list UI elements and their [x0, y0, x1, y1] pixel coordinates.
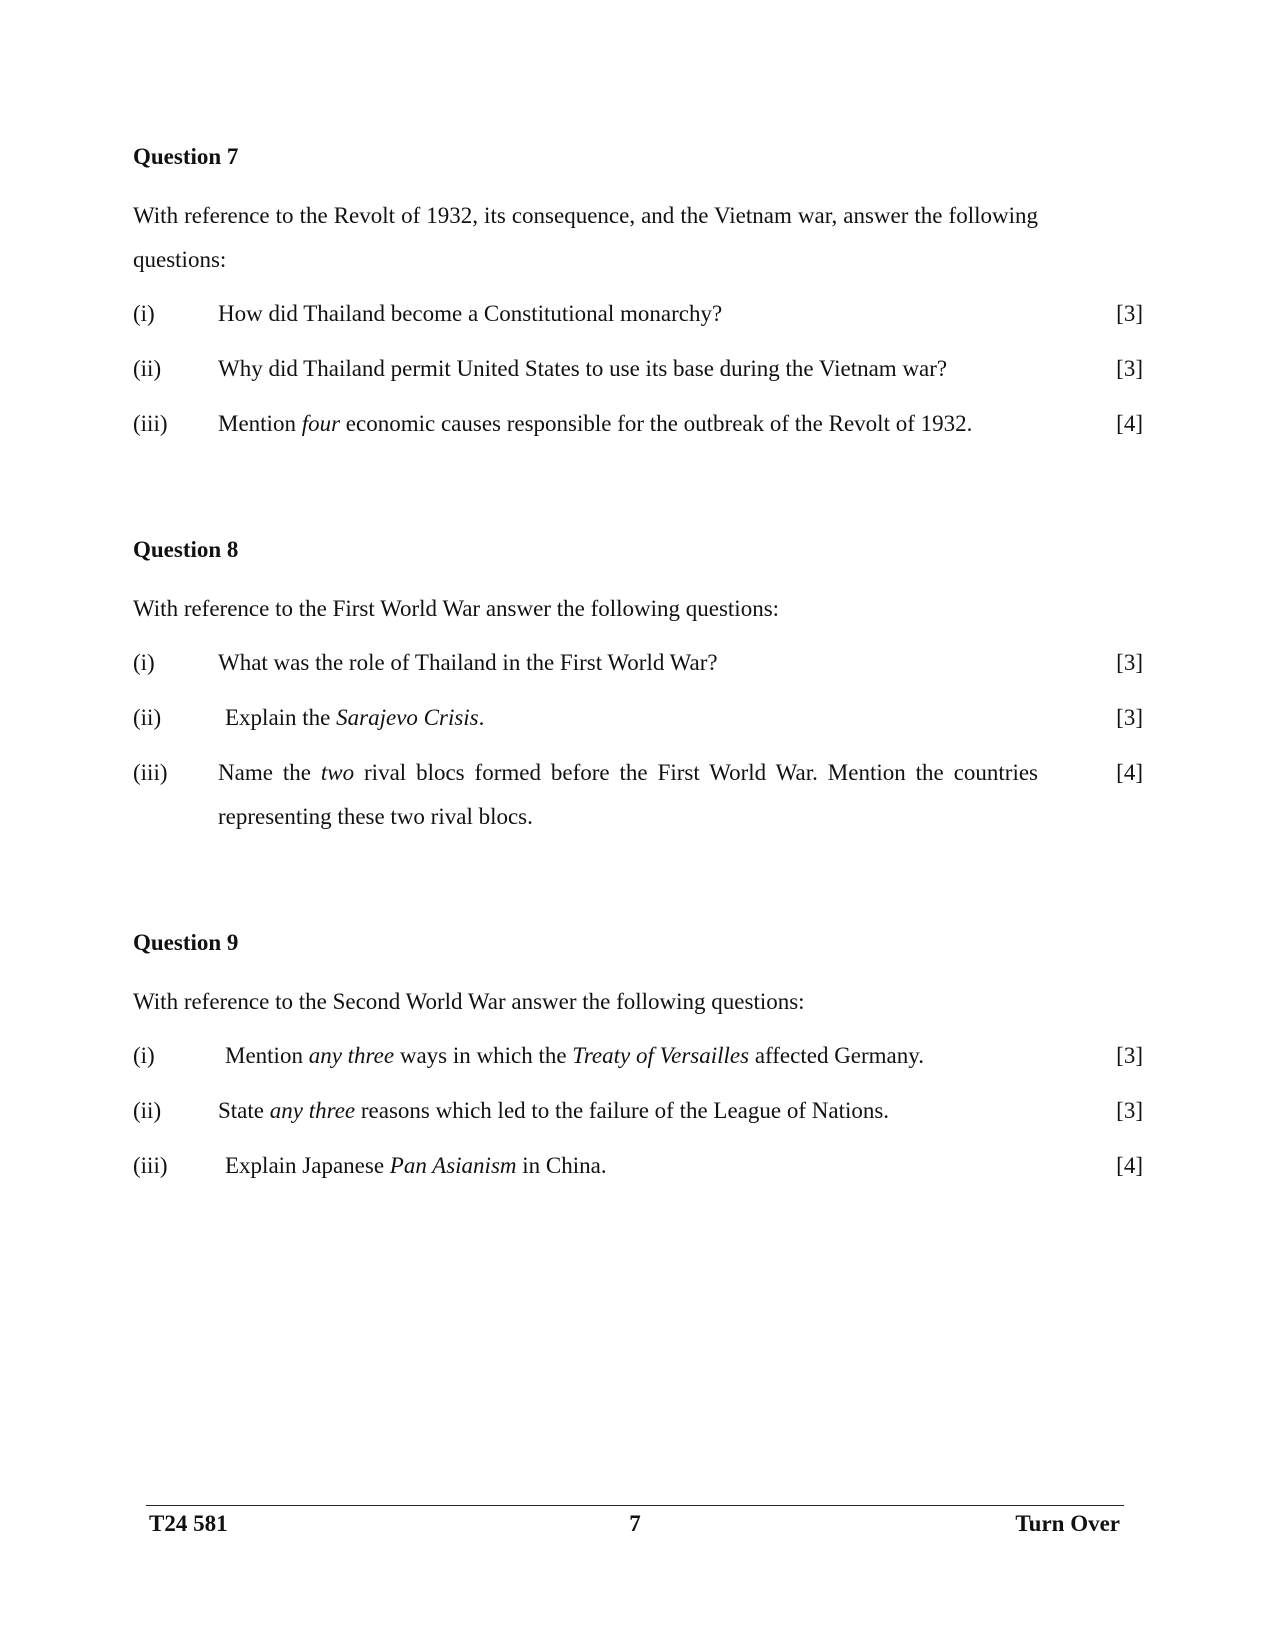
text-segment: rival blocs formed before the First World War. Mention the countries representing these two rival blocs. — [218, 760, 1038, 829]
sub-question-text — [218, 402, 1038, 446]
marks-label: [3] — [1116, 301, 1143, 326]
emphasis-text: any three — [269, 1098, 356, 1123]
text-segment: Name the — [218, 760, 321, 785]
text-segment: affected Germany. — [749, 1043, 925, 1068]
marks-label: [4] — [1116, 760, 1143, 785]
sub-question-text — [218, 1034, 1038, 1078]
text-segment: economic causes responsible for the outbreak of the Revolt of 1932. — [340, 411, 973, 436]
text-segment: Mention — [225, 1043, 309, 1068]
sub-question-text — [218, 696, 1038, 740]
sub-question-text — [218, 641, 1038, 685]
sub-question-number: (i) — [133, 650, 155, 675]
text-segment: ways in which the — [394, 1043, 573, 1068]
emphasis-text: Sarajevo Crisis — [336, 705, 479, 730]
question-title: Question 7 — [133, 144, 239, 169]
sub-question — [133, 347, 1143, 391]
text-segment: . — [478, 705, 485, 730]
text-segment: Mention — [218, 411, 302, 436]
sub-question-text — [218, 292, 1038, 336]
sub-question-number: (ii) — [133, 356, 162, 381]
sub-question — [133, 1144, 1143, 1188]
emphasis-text: any three — [308, 1043, 395, 1068]
marks-label: [4] — [1116, 1153, 1143, 1178]
sub-question-text — [218, 347, 1038, 391]
emphasis-text: Treaty of Versailles — [572, 1043, 750, 1068]
marks-label: [4] — [1116, 411, 1143, 436]
sub-question — [133, 292, 1143, 336]
question-intro: With reference to the Revolt of 1932, its consequence, and the Vietnam war, answer the following questions: — [133, 203, 1038, 272]
marks-label: [3] — [1116, 356, 1143, 381]
sub-question — [133, 402, 1143, 446]
sub-question-number: (ii) — [133, 1098, 162, 1123]
question-intro: With reference to the First World War answer the following questions: — [133, 596, 780, 621]
question-items — [133, 1034, 1143, 1188]
text-segment: State — [218, 1098, 270, 1123]
marks-label: [3] — [1116, 705, 1143, 730]
question-items — [133, 641, 1143, 839]
question-9 — [133, 928, 1143, 1199]
marks-label: [3] — [1116, 1098, 1143, 1123]
marks-label: [3] — [1116, 1043, 1143, 1068]
sub-question-number: (iii) — [133, 760, 168, 785]
question-title: Question 8 — [133, 537, 239, 562]
question-intro: With reference to the Second World War answer the following questions: — [133, 989, 805, 1014]
sub-question-number: (i) — [133, 1043, 155, 1068]
sub-question-text — [218, 1089, 1038, 1133]
text-segment: in China. — [516, 1153, 607, 1178]
question-7 — [133, 142, 1143, 457]
sub-question-text — [218, 1144, 1038, 1188]
text-segment: reasons which led to the failure of the League of Nations. — [355, 1098, 890, 1123]
sub-question-number: (i) — [133, 301, 155, 326]
sub-question-number: (iii) — [133, 411, 168, 436]
page-footer — [146, 1508, 1124, 1540]
emphasis-text: two — [320, 760, 355, 785]
paper-code: T24 581 — [149, 1511, 228, 1536]
text-segment: Why did Thailand permit United States to use its base during the Vietnam war? — [218, 356, 948, 381]
sub-question — [133, 641, 1143, 685]
question-8 — [133, 535, 1143, 850]
marks-label: [3] — [1116, 650, 1143, 675]
sub-question — [133, 696, 1143, 740]
sub-question — [133, 1034, 1143, 1078]
sub-question-text — [218, 751, 1038, 839]
question-title: Question 9 — [133, 930, 239, 955]
emphasis-text: four — [301, 411, 341, 436]
text-segment: Explain Japanese — [225, 1153, 390, 1178]
sub-question-number: (ii) — [133, 705, 162, 730]
text-segment: What was the role of Thailand in the First World War? — [218, 650, 718, 675]
footer-divider — [146, 1505, 1124, 1506]
sub-question — [133, 751, 1143, 839]
page-number: 7 — [629, 1511, 641, 1536]
emphasis-text: Pan Asianism — [389, 1153, 517, 1178]
sub-question — [133, 1089, 1143, 1133]
question-items — [133, 292, 1143, 446]
text-segment: Explain the — [225, 705, 337, 730]
sub-question-number: (iii) — [133, 1153, 168, 1178]
turn-over-label: Turn Over — [1015, 1511, 1120, 1536]
text-segment: How did Thailand become a Constitutional monarchy? — [218, 301, 723, 326]
